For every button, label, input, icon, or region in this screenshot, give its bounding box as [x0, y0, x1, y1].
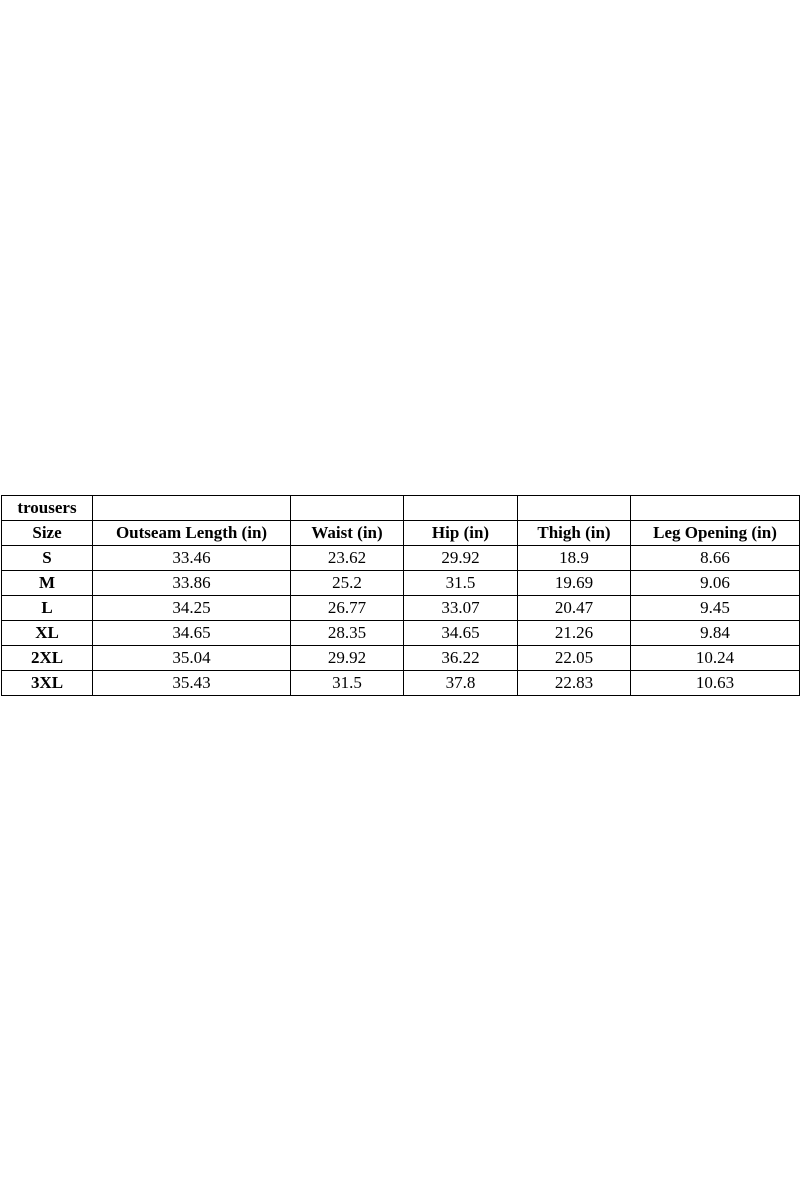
- table-row: [2, 621, 800, 646]
- hip-cell: 34.65: [404, 621, 518, 646]
- thigh-cell: 21.26: [518, 621, 631, 646]
- thigh-cell: 18.9: [518, 546, 631, 571]
- size-cell: 2XL: [2, 646, 93, 671]
- table-row: [2, 646, 800, 671]
- leg-opening-cell: 8.66: [631, 546, 800, 571]
- outseam-cell: 35.04: [93, 646, 291, 671]
- header-outseam-length: Outseam Length (in): [93, 521, 291, 546]
- table-title: trousers: [2, 496, 93, 521]
- outseam-cell: 35.43: [93, 671, 291, 696]
- outseam-cell: 33.86: [93, 571, 291, 596]
- table-row: [2, 671, 800, 696]
- thigh-cell: 22.05: [518, 646, 631, 671]
- waist-cell: 31.5: [291, 671, 404, 696]
- header-leg-opening: Leg Opening (in): [631, 521, 800, 546]
- empty-cell: [291, 496, 404, 521]
- leg-opening-cell: 9.84: [631, 621, 800, 646]
- header-row: [2, 521, 800, 546]
- thigh-cell: 20.47: [518, 596, 631, 621]
- waist-cell: 29.92: [291, 646, 404, 671]
- hip-cell: 33.07: [404, 596, 518, 621]
- leg-opening-cell: 10.63: [631, 671, 800, 696]
- thigh-cell: 22.83: [518, 671, 631, 696]
- size-chart-table: [1, 495, 800, 696]
- waist-cell: 23.62: [291, 546, 404, 571]
- hip-cell: 29.92: [404, 546, 518, 571]
- header-thigh: Thigh (in): [518, 521, 631, 546]
- size-cell: XL: [2, 621, 93, 646]
- size-cell: S: [2, 546, 93, 571]
- leg-opening-cell: 9.06: [631, 571, 800, 596]
- size-cell: L: [2, 596, 93, 621]
- leg-opening-cell: 10.24: [631, 646, 800, 671]
- hip-cell: 36.22: [404, 646, 518, 671]
- waist-cell: 28.35: [291, 621, 404, 646]
- table-row: [2, 546, 800, 571]
- header-waist: Waist (in): [291, 521, 404, 546]
- waist-cell: 25.2: [291, 571, 404, 596]
- header-hip: Hip (in): [404, 521, 518, 546]
- leg-opening-cell: 9.45: [631, 596, 800, 621]
- waist-cell: 26.77: [291, 596, 404, 621]
- outseam-cell: 33.46: [93, 546, 291, 571]
- empty-cell: [93, 496, 291, 521]
- empty-cell: [631, 496, 800, 521]
- empty-cell: [404, 496, 518, 521]
- thigh-cell: 19.69: [518, 571, 631, 596]
- size-cell: 3XL: [2, 671, 93, 696]
- size-cell: M: [2, 571, 93, 596]
- empty-cell: [518, 496, 631, 521]
- outseam-cell: 34.65: [93, 621, 291, 646]
- table-row: [2, 596, 800, 621]
- table-row: [2, 571, 800, 596]
- hip-cell: 31.5: [404, 571, 518, 596]
- outseam-cell: 34.25: [93, 596, 291, 621]
- title-row: [2, 496, 800, 521]
- header-size: Size: [2, 521, 93, 546]
- hip-cell: 37.8: [404, 671, 518, 696]
